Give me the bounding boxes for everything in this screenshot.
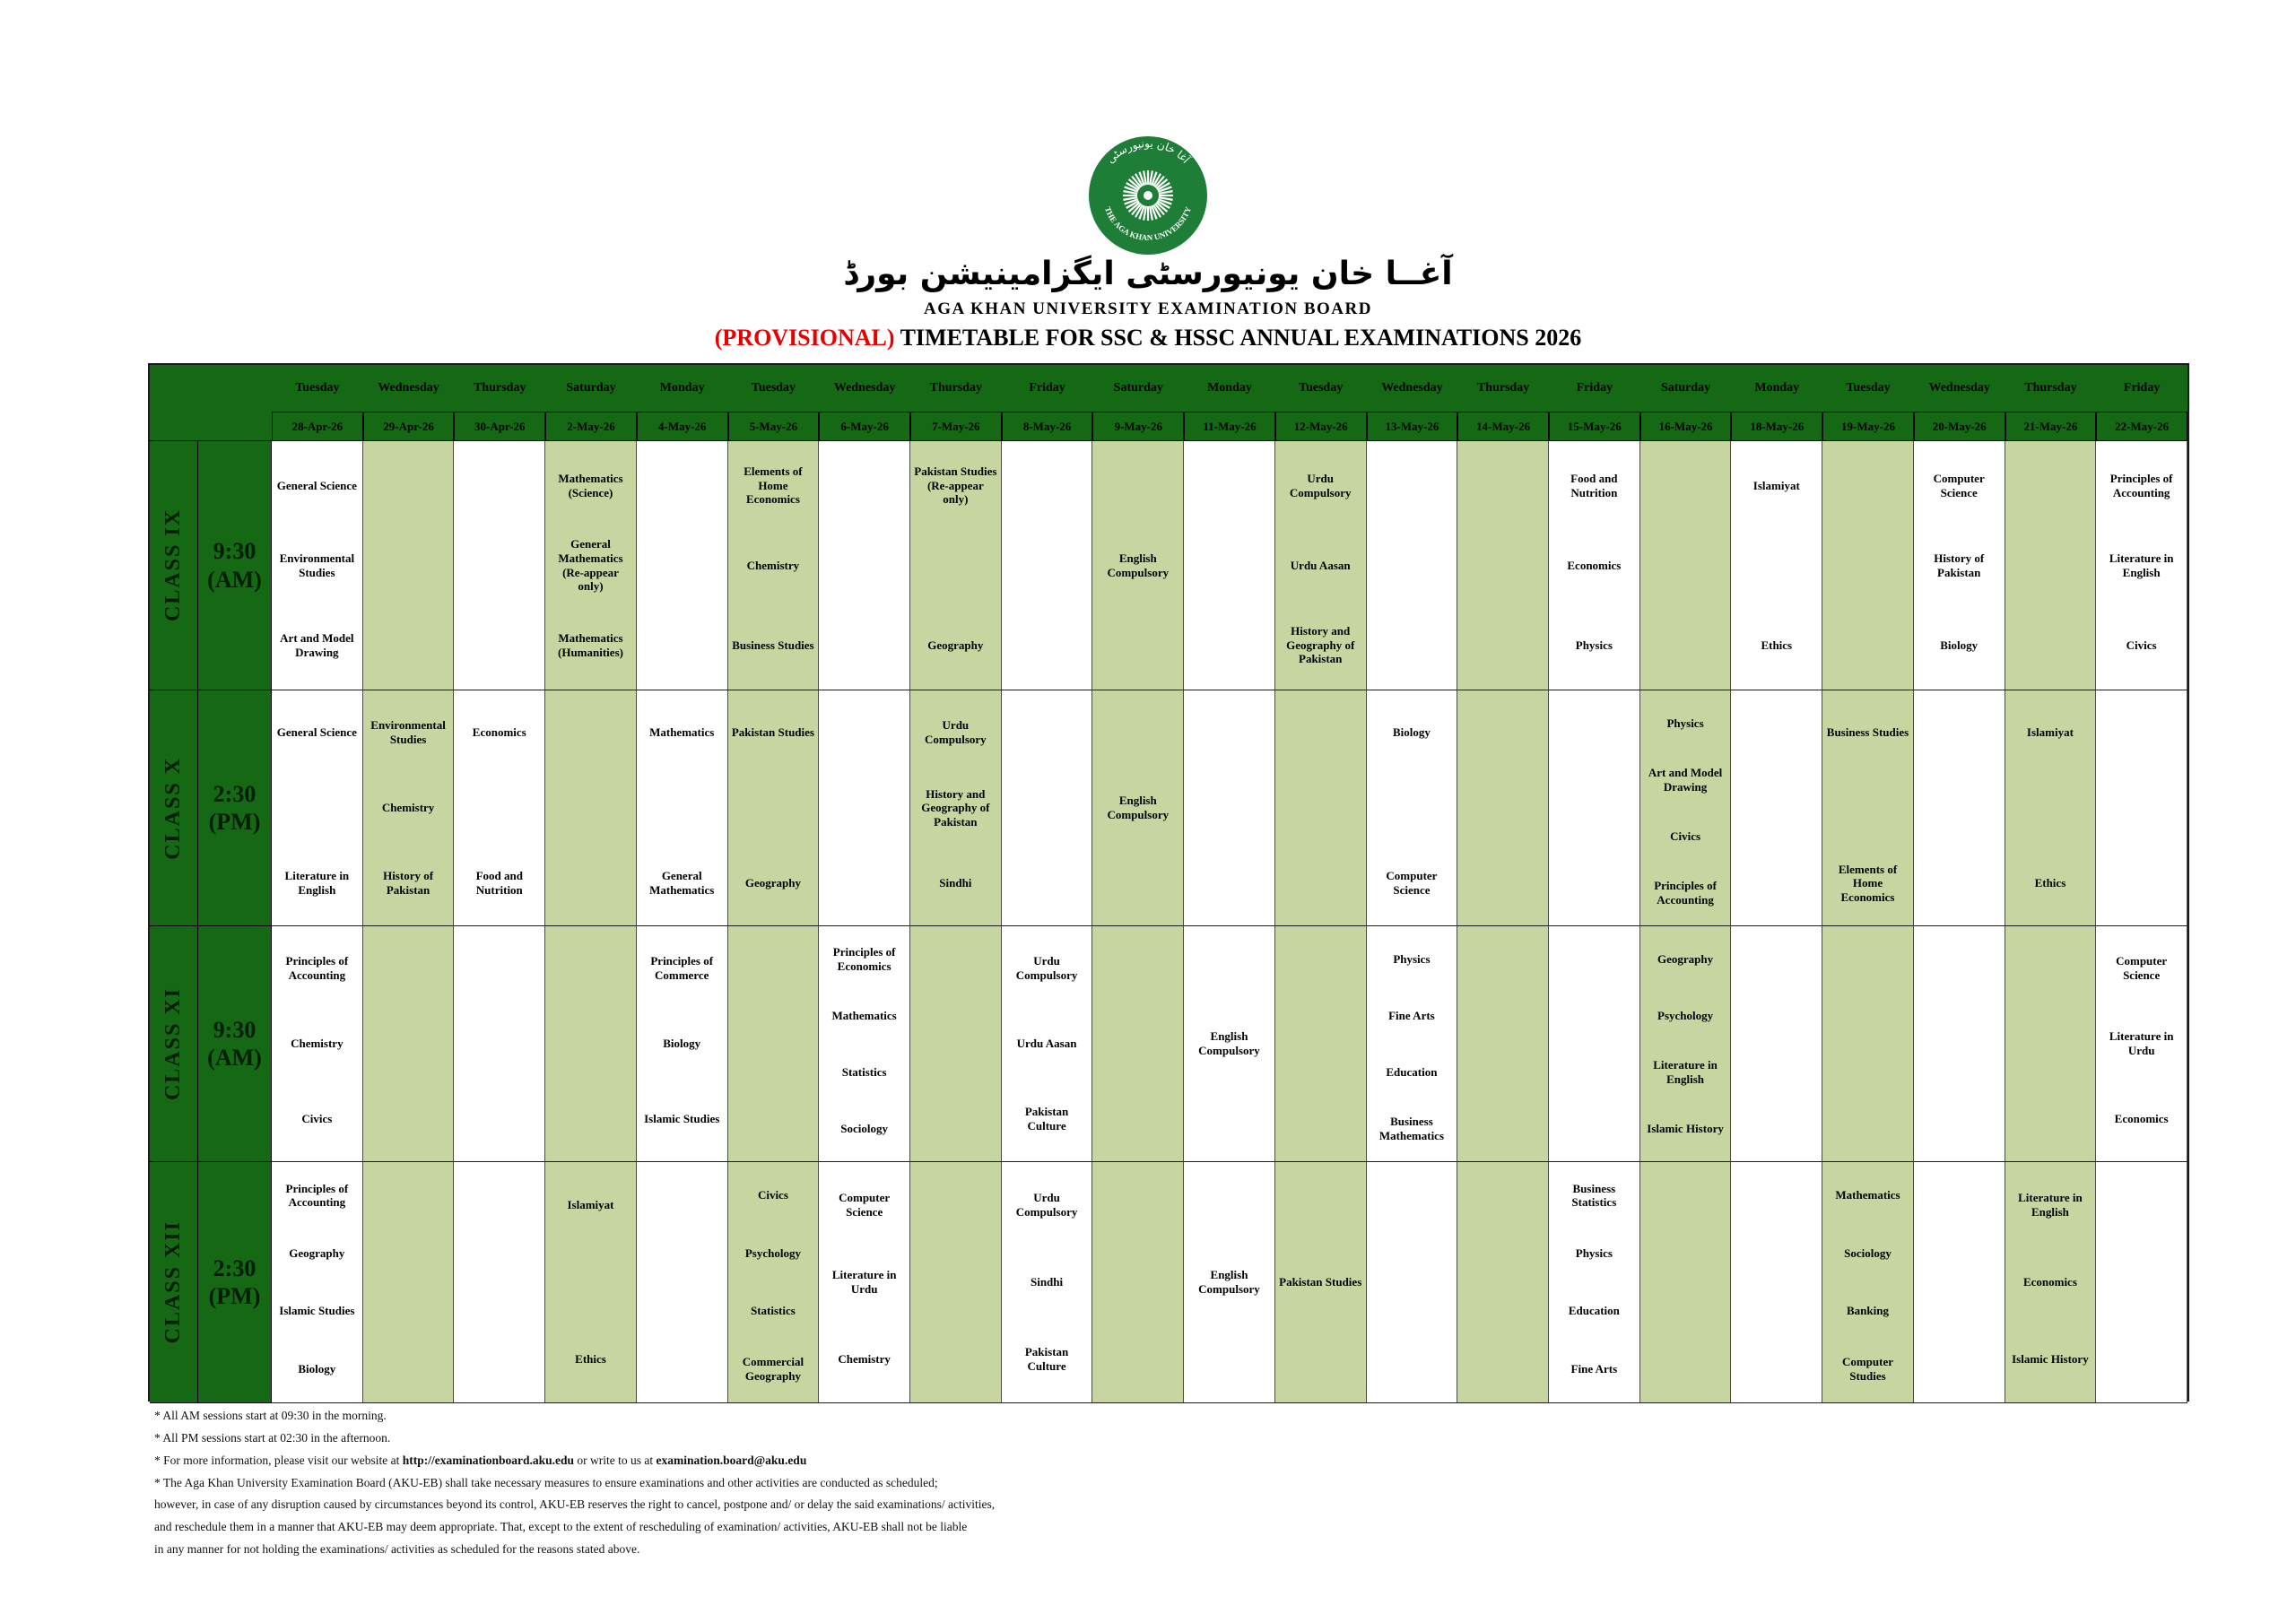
subject-label: Pakistan Studies — [731, 725, 814, 740]
class-label — [150, 690, 198, 926]
timetable-cell — [1731, 690, 1822, 926]
date-header-cell: 22-May-26 — [2096, 412, 2187, 441]
subject-label: General Science — [276, 478, 357, 492]
class-label-text: CLASS XII — [161, 1220, 185, 1344]
subject-label: Civics — [2126, 638, 2157, 652]
date-header-cell: 28-Apr-26 — [272, 412, 363, 441]
timetable-cell — [728, 926, 820, 1162]
website-url: http://examinationboard.aku.edu — [402, 1453, 574, 1467]
subject-label: Principles of Accounting — [285, 1181, 349, 1210]
class-label-text: CLASS XI — [161, 986, 185, 1101]
subject-label: Chemistry — [381, 801, 435, 815]
timetable-cell — [1092, 690, 1184, 926]
class-label-text: CLASS X — [161, 756, 185, 860]
subject-label: Islamiyat — [2026, 725, 2074, 740]
subject-label: Ethics — [2034, 876, 2066, 890]
class-label — [150, 1162, 198, 1403]
date-header-cell: 16-May-26 — [1640, 412, 1732, 441]
sunburst-core — [1144, 191, 1152, 200]
timetable-cell — [2005, 926, 2097, 1162]
subject-label: Biology — [663, 1037, 701, 1051]
subject-label: Mathematics (Humanities) — [558, 630, 623, 659]
session-time-hour: 2:30 — [213, 780, 257, 807]
subject-label: Computer Science — [839, 1191, 891, 1219]
logo-container — [0, 133, 2296, 263]
session-time-hour: 2:30 — [213, 1254, 257, 1281]
timetable-cell — [272, 1162, 363, 1403]
timetable-cell — [272, 926, 363, 1162]
timetable-cell — [1184, 690, 1275, 926]
subject-label: Principles of Commerce — [650, 954, 714, 982]
subject-label: Art and Model Drawing — [280, 630, 354, 659]
subject-label: Literature in Urdu — [831, 1268, 897, 1296]
date-header-cell: 18-May-26 — [1731, 412, 1822, 441]
timetable-cell — [1184, 1162, 1275, 1403]
timetable-cell — [728, 1162, 820, 1403]
organization-name: AGA KHAN UNIVERSITY EXAMINATION BOARD — [924, 299, 1372, 318]
subject-label: Principles of Accounting — [1654, 878, 1717, 907]
subject-label: Physics — [1393, 951, 1431, 966]
subject-label: Art and Model Drawing — [1648, 765, 1723, 794]
subject-label: English Compulsory — [1198, 1029, 1260, 1057]
day-header-cell: Saturday — [1092, 365, 1184, 412]
day-header-cell: Wednesday — [1914, 365, 2005, 412]
empty-slot — [547, 1244, 634, 1321]
timetable-cell — [545, 690, 637, 926]
empty-slot — [1094, 605, 1181, 685]
timetable-cell — [728, 441, 820, 690]
date-header-cell: 19-May-26 — [1822, 412, 1914, 441]
subject-label: Islamiyat — [567, 1198, 614, 1212]
day-header-cell: Saturday — [1640, 365, 1732, 412]
empty-slot — [1824, 770, 1911, 846]
subject-label: Mathematics — [831, 1008, 897, 1022]
subject-label: History and Geography of Pakistan — [921, 786, 990, 829]
timetable-cell — [1457, 926, 1549, 1162]
day-header-cell: Tuesday — [728, 365, 820, 412]
timetable-cell — [1731, 441, 1822, 690]
subject-label: Literature in English — [1653, 1057, 1718, 1086]
subject-label: Psychology — [744, 1245, 801, 1260]
timetable-cell — [1914, 1162, 2005, 1403]
subject-label: Mathematics (Science) — [558, 471, 623, 499]
empty-slot — [912, 525, 999, 605]
timetable-cell — [272, 690, 363, 926]
subject-label: Education — [1568, 1304, 1620, 1318]
timetable-cell — [1822, 1162, 1914, 1403]
subject-label: Physics — [1575, 1245, 1613, 1260]
logo-ring-text-top: آغا خان یونیورسٹی — [1104, 136, 1193, 166]
day-header-cell: Friday — [2096, 365, 2187, 412]
empty-slot — [1733, 525, 1820, 605]
session-time-hour: 9:30 — [213, 1016, 257, 1043]
subject-label: Food and Nutrition — [1570, 471, 1618, 499]
subject-label: Literature in English — [284, 869, 350, 897]
subject-label: Banking — [1847, 1304, 1889, 1318]
subject-label: Biology — [298, 1361, 336, 1376]
timetable-cell — [1640, 926, 1732, 1162]
subject-label: Education — [1386, 1064, 1438, 1079]
footnote-am: * All AM sessions start at 09:30 in the morning. — [154, 1409, 387, 1422]
timetable-cell — [637, 441, 728, 690]
corner-cell-dates — [150, 412, 272, 441]
timetable-cell — [545, 441, 637, 690]
subject-label: Computer Science — [2116, 954, 2168, 982]
subject-label: History and Geography of Pakistan — [1286, 624, 1355, 666]
day-header-cell: Thursday — [454, 365, 545, 412]
day-header-cell: Monday — [1731, 365, 1822, 412]
subject-label: Environmental Studies — [370, 718, 446, 746]
footnote-disclaimer-2: however, in case of any disruption caused by circumstances beyond its control, AKU-EB reserves the right to cancel, postpone and/ or delay the said examinations/ activities, — [154, 1497, 996, 1512]
timetable-cell — [1822, 441, 1914, 690]
subject-label: Business Statistics — [1571, 1181, 1617, 1210]
subject-label: Pakistan Studies — [1279, 1275, 1362, 1289]
timetable-cell — [1822, 926, 1914, 1162]
session-time-meridiem: (PM) — [208, 1283, 261, 1309]
subject-label: Statistics — [841, 1064, 887, 1079]
timetable-cell — [363, 1162, 455, 1403]
date-header-cell: 13-May-26 — [1367, 412, 1458, 441]
timetable-cell — [1275, 926, 1367, 1162]
exam-timetable — [148, 363, 2189, 1402]
timetable-cell — [1184, 926, 1275, 1162]
timetable-cell — [363, 690, 455, 926]
timetable-cell — [637, 1162, 728, 1403]
subject-label: Commercial Geography — [742, 1355, 804, 1383]
timetable-cell — [363, 926, 455, 1162]
timetable-cell — [1002, 690, 1093, 926]
timetable-cell — [910, 441, 1002, 690]
date-header-cell: 4-May-26 — [637, 412, 728, 441]
class-label — [150, 926, 198, 1162]
subject-label: Civics — [757, 1188, 788, 1202]
timetable-cell — [637, 926, 728, 1162]
corner-cell — [150, 365, 272, 412]
footnote-disclaimer-3: and reschedule them in a manner that AKU-EB may deem appropriate. That, except to the extent of rescheduling of examination/ activities, AKU-EB shall not be liable — [154, 1520, 968, 1534]
subject-label: Urdu Aasan — [1016, 1037, 1077, 1051]
date-header-cell: 15-May-26 — [1549, 412, 1640, 441]
day-header-cell: Monday — [1184, 365, 1275, 412]
contact-email: examination.board@aku.edu — [656, 1453, 807, 1467]
session-time — [198, 690, 272, 926]
timetable-cell — [728, 690, 820, 926]
timetable-cell — [1731, 926, 1822, 1162]
subject-label: Mathematics — [649, 725, 715, 740]
subject-label: Urdu Compulsory — [1289, 471, 1352, 499]
subject-label: Fine Arts — [1388, 1008, 1435, 1022]
day-header-cell: Wednesday — [1367, 365, 1458, 412]
subject-label: Physics — [1575, 638, 1613, 652]
subject-label: Elements of Home Economics — [1838, 862, 1898, 904]
timetable-cell — [363, 441, 455, 690]
subject-label: Biology — [1392, 725, 1431, 740]
footnote-disclaimer-1: * The Aga Khan University Examination Board (AKU-EB) shall take necessary measures to ensure examinations and other activities are conducted as scheduled; — [154, 1475, 938, 1489]
subject-label: General Mathematics — [649, 869, 715, 897]
footnotes — [154, 1410, 1410, 1566]
subject-label: History of Pakistan — [383, 869, 434, 897]
subject-label: Business Studies — [732, 638, 814, 652]
timetable-cell — [454, 441, 545, 690]
timetable-cell — [1184, 441, 1275, 690]
subject-label: Civics — [301, 1112, 333, 1126]
session-time-hour: 9:30 — [213, 538, 257, 565]
day-header-cell: Friday — [1002, 365, 1093, 412]
subject-label: Biology — [1940, 638, 1979, 652]
timetable-cell — [1275, 1162, 1367, 1403]
empty-slot — [1186, 1167, 1273, 1244]
date-header-cell: 14-May-26 — [1457, 412, 1549, 441]
empty-slot — [1094, 695, 1181, 770]
subject-label: Environmental Studies — [279, 551, 355, 579]
session-time — [198, 926, 272, 1162]
subject-label: Civics — [1670, 829, 1701, 843]
subject-label: Urdu Compulsory — [1015, 1191, 1078, 1219]
timetable-cell — [1914, 690, 2005, 926]
urdu-calligraphy-title: آغــا خان یونیورسٹی ایگزامینیشن بورڈ — [843, 256, 1453, 292]
timetable-cell — [1549, 1162, 1640, 1403]
subject-label: History of Pakistan — [1934, 551, 1985, 579]
day-header-cell: Tuesday — [1822, 365, 1914, 412]
subject-label: Urdu Compulsory — [1015, 954, 1078, 982]
timetable-cell — [1367, 1162, 1458, 1403]
timetable-cell — [1092, 926, 1184, 1162]
subject-label: Elements of Home Economics — [744, 464, 803, 507]
subject-label: Ethics — [575, 1352, 606, 1367]
subject-label: Islamic Studies — [279, 1304, 355, 1318]
timetable-cell — [1002, 441, 1093, 690]
timetable-cell — [2005, 1162, 2097, 1403]
timetable-cell — [1731, 1162, 1822, 1403]
subject-label: English Compulsory — [1198, 1268, 1260, 1296]
empty-slot — [1094, 846, 1181, 921]
empty-slot — [1186, 1321, 1273, 1398]
timetable-cell — [637, 690, 728, 926]
subject-label: Chemistry — [838, 1352, 891, 1367]
timetable-cell — [1457, 441, 1549, 690]
subject-label: Business Mathematics — [1378, 1114, 1445, 1142]
subject-label: Sociology — [1844, 1245, 1892, 1260]
timetable-cell — [1092, 441, 1184, 690]
subject-label: Mathematics — [1835, 1188, 1900, 1202]
subject-label: Computer Science — [1933, 471, 1985, 499]
timetable-cell — [910, 926, 1002, 1162]
day-header-cell: Tuesday — [1275, 365, 1367, 412]
date-header-cell: 7-May-26 — [910, 412, 1002, 441]
timetable-cell — [2096, 1162, 2187, 1403]
subject-label: Pakistan Culture — [1024, 1345, 1069, 1373]
subject-label: Economics — [1567, 558, 1622, 572]
date-header-cell: 20-May-26 — [1914, 412, 2005, 441]
date-header-cell: 30-Apr-26 — [454, 412, 545, 441]
timetable-cell — [1640, 441, 1732, 690]
subject-label: Pakistan Culture — [1024, 1105, 1069, 1133]
footnote-disclaimer-4: in any manner for not holding the examinations/ activities as scheduled for the reasons stated above. — [154, 1542, 640, 1557]
timetable-cell — [2005, 690, 2097, 926]
subject-label: General Mathematics (Re-appear only) — [558, 537, 623, 594]
subject-label: Principles of Accounting — [285, 954, 349, 982]
empty-slot — [1369, 770, 1456, 846]
session-time — [198, 1162, 272, 1403]
timetable-cell — [454, 690, 545, 926]
timetable-cell — [1822, 690, 1914, 926]
empty-slot — [1186, 1081, 1273, 1157]
subject-label: Principles of Economics — [832, 944, 896, 973]
subject-label: Psychology — [1657, 1008, 1714, 1022]
timetable-cell — [1914, 926, 2005, 1162]
timetable-cell — [819, 1162, 910, 1403]
timetable-cell — [819, 926, 910, 1162]
timetable-cell — [545, 1162, 637, 1403]
timetable-cell — [1002, 926, 1093, 1162]
subject-label: Sindhi — [1030, 1275, 1064, 1289]
timetable-cell — [272, 441, 363, 690]
session-time — [198, 441, 272, 690]
empty-slot — [274, 770, 361, 846]
subject-label: Islamiyat — [1752, 478, 1800, 492]
timetable-cell — [1640, 1162, 1732, 1403]
subject-label: Business Studies — [1826, 725, 1909, 740]
timetable-cell — [1092, 1162, 1184, 1403]
timetable-cell — [1457, 690, 1549, 926]
day-header-cell: Wednesday — [363, 365, 455, 412]
empty-slot — [1277, 1321, 1364, 1398]
day-header-cell: Saturday — [545, 365, 637, 412]
subject-label: Computer Studies — [1841, 1355, 1894, 1383]
timetable-cell — [819, 690, 910, 926]
timetable-cell — [2096, 926, 2187, 1162]
timetable-cell — [1002, 1162, 1093, 1403]
timetable-cell — [545, 926, 637, 1162]
timetable-cell — [1549, 690, 1640, 926]
subject-label: Islamic History — [1647, 1121, 1724, 1135]
session-time-meridiem: (AM) — [207, 1045, 262, 1071]
date-header-cell: 2-May-26 — [545, 412, 637, 441]
timetable-cell — [2096, 441, 2187, 690]
subject-label: Literature in Urdu — [2109, 1029, 2174, 1057]
subject-label: Physics — [1666, 716, 1704, 730]
subject-label: English Compulsory — [1107, 794, 1170, 821]
timetable-cell — [454, 1162, 545, 1403]
footnote-contact-middle: or write to us at — [574, 1453, 657, 1467]
subject-label: Food and Nutrition — [475, 869, 523, 897]
empty-slot — [639, 770, 726, 846]
timetable-cell — [819, 441, 910, 690]
timetable-cell — [1549, 441, 1640, 690]
day-header-cell: Thursday — [1457, 365, 1549, 412]
subject-label: Statistics — [751, 1304, 796, 1318]
subject-label: Geography — [927, 638, 984, 652]
subject-label: General Science — [276, 725, 357, 740]
empty-slot — [1186, 931, 1273, 1006]
day-header-cell: Tuesday — [272, 365, 363, 412]
empty-slot — [2007, 770, 2094, 846]
empty-slot — [456, 770, 543, 846]
day-header-cell: Thursday — [910, 365, 1002, 412]
subject-label: Pakistan Studies (Re-appear only) — [914, 464, 997, 507]
class-label-text: CLASS IX — [161, 508, 185, 622]
subject-label: Economics — [2022, 1275, 2077, 1289]
session-time-meridiem: (PM) — [208, 809, 261, 835]
session-time-meridiem: (AM) — [207, 566, 262, 593]
date-header-cell: 9-May-26 — [1092, 412, 1184, 441]
timetable-cell — [2005, 441, 2097, 690]
date-header-cell: 6-May-26 — [819, 412, 910, 441]
subject-label: Economics — [472, 725, 526, 740]
subject-label: Islamic History — [2012, 1352, 2089, 1367]
timetable-cell — [1367, 926, 1458, 1162]
title-main: TIMETABLE FOR SSC & HSSC ANNUAL EXAMINATIONS 2026 — [894, 325, 1582, 351]
subject-label: Urdu Aasan — [1290, 558, 1351, 572]
timetable-cell — [1914, 441, 2005, 690]
subject-label: Ethics — [1761, 638, 1793, 652]
subject-label: Geography — [744, 876, 801, 890]
subject-label: Chemistry — [746, 558, 800, 572]
timetable-cell — [910, 1162, 1002, 1403]
timetable-cell — [1367, 441, 1458, 690]
empty-slot — [1094, 446, 1181, 525]
date-header-cell: 5-May-26 — [728, 412, 820, 441]
footnote-pm: * All PM sessions start at 02:30 in the afternoon. — [154, 1430, 391, 1445]
subject-label: Literature in English — [2018, 1191, 2083, 1219]
date-header-cell: 12-May-26 — [1275, 412, 1367, 441]
subject-label: Sociology — [840, 1121, 888, 1135]
subject-label: Computer Science — [1386, 869, 1438, 897]
timetable-cell — [1275, 441, 1367, 690]
subject-label: Sindhi — [939, 876, 972, 890]
day-header-cell: Friday — [1549, 365, 1640, 412]
timetable-cell — [1640, 690, 1732, 926]
timetable-cell — [454, 926, 545, 1162]
timetable-cell — [1549, 926, 1640, 1162]
subject-label: Geography — [289, 1245, 345, 1260]
day-header-cell: Monday — [637, 365, 728, 412]
subject-label: Urdu Compulsory — [925, 718, 987, 746]
footnote-contact — [154, 1454, 1410, 1468]
subject-label: Principles of Accounting — [2109, 471, 2173, 499]
logo-ring-text-bottom: THE AGA KHAN UNIVERSITY — [1103, 205, 1193, 243]
date-header-cell: 29-Apr-26 — [363, 412, 455, 441]
title-provisional: (PROVISIONAL) — [714, 325, 895, 351]
date-header-cell: 11-May-26 — [1184, 412, 1275, 441]
subject-label: English Compulsory — [1107, 551, 1170, 579]
empty-slot — [1277, 1167, 1364, 1244]
subject-label: Economics — [2114, 1112, 2169, 1126]
timetable-cell — [1275, 690, 1367, 926]
timetable-cell — [910, 690, 1002, 926]
empty-slot — [730, 770, 817, 846]
subject-label: Literature in English — [2109, 551, 2174, 579]
subject-label: Fine Arts — [1570, 1361, 1618, 1376]
subject-label: Geography — [1657, 951, 1714, 966]
day-header-cell: Wednesday — [819, 365, 910, 412]
footnote-contact-prefix: * For more information, please visit our website at — [154, 1453, 403, 1467]
timetable-cell — [1457, 1162, 1549, 1403]
subject-label: Chemistry — [291, 1037, 344, 1051]
timetable-cell — [1367, 690, 1458, 926]
aku-logo — [1085, 133, 1211, 258]
date-header-cell: 21-May-26 — [2005, 412, 2097, 441]
page-title — [0, 325, 2296, 352]
class-label — [150, 441, 198, 690]
date-header-cell: 8-May-26 — [1002, 412, 1093, 441]
subject-label: Islamic Studies — [644, 1112, 720, 1126]
day-header-cell: Thursday — [2005, 365, 2097, 412]
timetable-cell — [2096, 690, 2187, 926]
